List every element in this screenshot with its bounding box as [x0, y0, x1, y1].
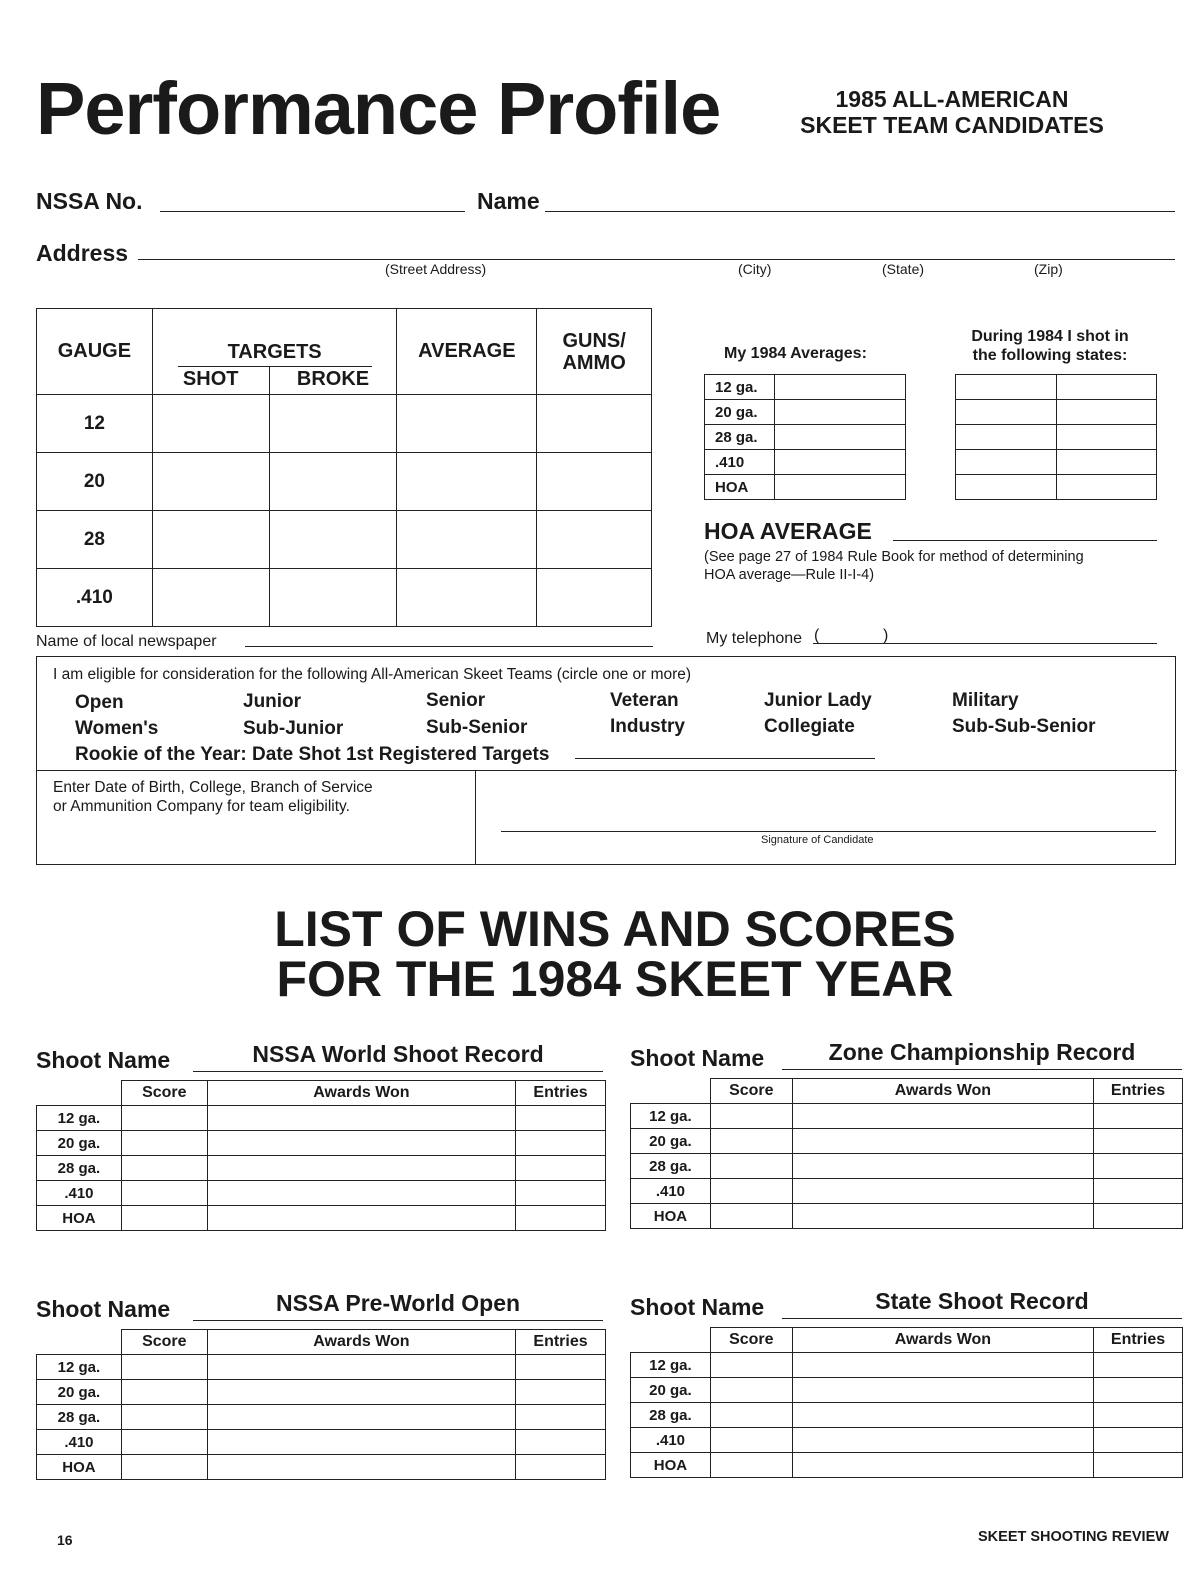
awards-cell[interactable]: [792, 1129, 1093, 1154]
publication-name: SKEET SHOOTING REVIEW: [978, 1529, 1169, 1545]
table-row: [37, 1131, 606, 1156]
table-row: [705, 425, 906, 450]
table-row: [37, 1455, 606, 1480]
col-average: AVERAGE: [397, 309, 537, 395]
row-label: HOA: [37, 1455, 122, 1480]
entries-cell[interactable]: [1094, 1453, 1183, 1478]
team-option-open[interactable]: Open: [75, 692, 124, 713]
row-label: 20 ga.: [37, 1131, 122, 1156]
state-cell[interactable]: [956, 475, 1057, 500]
entries-cell[interactable]: [1094, 1129, 1183, 1154]
states-table: [955, 374, 1157, 500]
awards-cell[interactable]: [207, 1106, 515, 1131]
corner-cell: [631, 1328, 711, 1353]
eligibility-box: [36, 656, 1176, 865]
score-cell[interactable]: [121, 1455, 207, 1480]
table-row: [37, 1106, 606, 1131]
avg-row-value[interactable]: [774, 475, 905, 500]
shoot-name-value[interactable]: State Shoot Record: [875, 1288, 1089, 1314]
awards-cell[interactable]: [207, 1455, 515, 1480]
gauge-cell: 12: [37, 395, 153, 453]
score-cell[interactable]: [121, 1156, 207, 1181]
entries-cell[interactable]: [516, 1181, 606, 1206]
entries-cell[interactable]: [516, 1455, 606, 1480]
awards-cell[interactable]: [792, 1154, 1093, 1179]
shot-cell[interactable]: [152, 569, 269, 627]
awards-cell[interactable]: [207, 1405, 515, 1430]
table-row: [705, 475, 906, 500]
col-score: Score: [710, 1079, 792, 1104]
entries-cell[interactable]: [516, 1131, 606, 1156]
shoot-name-label: Shoot Name: [36, 1047, 171, 1073]
awards-cell[interactable]: [207, 1380, 515, 1405]
eligibility-intro: I am eligible for consideration for the following All-American Skeet Teams (circle one or more): [53, 666, 692, 683]
shoot-name-label: Shoot Name: [630, 1045, 765, 1071]
table-row: [37, 395, 652, 453]
col-awards: Awards Won: [207, 1081, 515, 1106]
name-field[interactable]: [545, 211, 1175, 212]
table-row: [705, 375, 906, 400]
newspaper-label: Name of local newspaper: [36, 633, 217, 650]
shot-cell[interactable]: [152, 395, 269, 453]
entries-cell[interactable]: [516, 1430, 606, 1455]
average-cell[interactable]: [397, 511, 537, 569]
avg-row-value[interactable]: [774, 450, 905, 475]
hoa-note-line-1: (See page 27 of 1984 Rule Book for method of determining: [704, 549, 1084, 565]
rookie-of-the-year-label: Rookie of the Year: Date Shot 1st Registered Targets: [75, 744, 550, 765]
col-gauge: GAUGE: [37, 309, 153, 395]
guns-cell[interactable]: [537, 569, 652, 627]
score-cell[interactable]: [710, 1204, 792, 1229]
entries-cell[interactable]: [1094, 1378, 1183, 1403]
col-score: Score: [121, 1330, 207, 1355]
table-row: [37, 1405, 606, 1430]
ammo-heading: AMMO: [562, 351, 626, 374]
col-targets: [152, 309, 397, 367]
row-label: 20 ga.: [37, 1380, 122, 1405]
team-option-military[interactable]: Military: [952, 690, 1019, 711]
dob-instructions-line-1: Enter Date of Birth, College, Branch of Service: [53, 779, 373, 796]
row-label: 28 ga.: [631, 1154, 711, 1179]
score-cell[interactable]: [121, 1106, 207, 1131]
broke-cell[interactable]: [269, 511, 397, 569]
row-label: 12 ga.: [631, 1104, 711, 1129]
subtitle-line-1: 1985 ALL-AMERICAN: [835, 86, 1069, 112]
average-cell[interactable]: [397, 569, 537, 627]
awards-cell[interactable]: [792, 1179, 1093, 1204]
score-cell[interactable]: [710, 1378, 792, 1403]
table-row: [37, 1355, 606, 1380]
col-entries: Entries: [516, 1081, 606, 1106]
score-cell[interactable]: [710, 1428, 792, 1453]
state-cell[interactable]: [956, 425, 1057, 450]
table-row: [631, 1428, 1183, 1453]
score-cell[interactable]: [710, 1104, 792, 1129]
table-row: [631, 1129, 1183, 1154]
team-option-industry[interactable]: Industry: [610, 716, 685, 737]
corner-cell: [631, 1079, 711, 1104]
table-row: [631, 1353, 1183, 1378]
city-hint: (City): [738, 261, 772, 277]
entries-cell[interactable]: [516, 1380, 606, 1405]
row-label: 20 ga.: [631, 1378, 711, 1403]
score-cell[interactable]: [710, 1129, 792, 1154]
zip-hint: (Zip): [1034, 261, 1063, 277]
telephone-paren-open: (: [814, 627, 820, 644]
dob-instructions-line-2: or Ammunition Company for team eligibility.: [53, 798, 350, 815]
state-cell[interactable]: [956, 375, 1057, 400]
state-cell[interactable]: [1056, 425, 1157, 450]
col-broke: BROKE: [269, 367, 397, 395]
entries-cell[interactable]: [516, 1156, 606, 1181]
team-option-sub-sub-senior[interactable]: Sub-Sub-Senior: [952, 716, 1096, 737]
entries-cell[interactable]: [516, 1106, 606, 1131]
corner-cell: [37, 1330, 122, 1355]
awards-cell[interactable]: [792, 1353, 1093, 1378]
table-row: [631, 1403, 1183, 1428]
avg-row-value[interactable]: [774, 425, 905, 450]
entries-cell[interactable]: [1094, 1204, 1183, 1229]
shoot-name-value[interactable]: NSSA World Shoot Record: [252, 1041, 544, 1067]
row-label: 20 ga.: [631, 1129, 711, 1154]
awards-cell[interactable]: [792, 1378, 1093, 1403]
team-option-womens[interactable]: Women's: [75, 718, 159, 739]
state-hint: (State): [882, 261, 925, 277]
score-cell[interactable]: [121, 1206, 207, 1231]
states-heading-line-1: During 1984 I shot in: [971, 328, 1129, 345]
team-option-sub-senior[interactable]: Sub-Senior: [426, 717, 528, 738]
shot-cell[interactable]: [152, 511, 269, 569]
team-option-junior-lady[interactable]: Junior Lady: [764, 690, 872, 711]
address-field[interactable]: [138, 259, 1175, 260]
col-awards: Awards Won: [792, 1079, 1093, 1104]
table-row: [631, 1179, 1183, 1204]
shoot-name-value[interactable]: Zone Championship Record: [828, 1039, 1136, 1065]
col-shot: SHOT: [152, 367, 269, 395]
table-row: [37, 569, 652, 627]
nssa-number-field[interactable]: [160, 211, 465, 212]
corner-cell: [37, 1081, 122, 1106]
page-title: Performance Profile: [36, 67, 721, 150]
score-cell[interactable]: [710, 1179, 792, 1204]
avg-row-value[interactable]: [774, 375, 905, 400]
entries-cell[interactable]: [1094, 1154, 1183, 1179]
avg-row-label: HOA: [705, 475, 775, 500]
avg-row-value[interactable]: [774, 400, 905, 425]
gauge-cell: 28: [37, 511, 153, 569]
row-label: .410: [631, 1428, 711, 1453]
table-row: [631, 1104, 1183, 1129]
score-cell[interactable]: [121, 1405, 207, 1430]
score-cell[interactable]: [121, 1380, 207, 1405]
broke-cell[interactable]: [269, 569, 397, 627]
awards-cell[interactable]: [207, 1430, 515, 1455]
table-row: [37, 1430, 606, 1455]
table-row: [37, 1206, 606, 1231]
row-label: 28 ga.: [631, 1403, 711, 1428]
dob-instructions: [53, 778, 373, 816]
col-score: Score: [710, 1328, 792, 1353]
address-label: Address: [36, 240, 129, 266]
awards-cell[interactable]: [207, 1181, 515, 1206]
targets-heading: TARGETS: [178, 341, 372, 367]
team-option-junior[interactable]: Junior: [243, 691, 302, 712]
col-score: Score: [121, 1081, 207, 1106]
state-cell[interactable]: [1056, 450, 1157, 475]
states-heading: [940, 327, 1160, 365]
hoa-average-field[interactable]: [893, 540, 1157, 541]
row-label: HOA: [631, 1204, 711, 1229]
table-row: [37, 511, 652, 569]
record-table: [36, 1080, 606, 1231]
eligibility-divider: [37, 770, 1177, 771]
entries-cell[interactable]: [1094, 1353, 1183, 1378]
score-cell[interactable]: [121, 1430, 207, 1455]
telephone-label: My telephone: [706, 630, 803, 647]
list-title-line-2: FOR THE 1984 SKEET YEAR: [276, 951, 954, 1007]
awards-cell[interactable]: [207, 1156, 515, 1181]
average-cell[interactable]: [397, 453, 537, 511]
shot-cell[interactable]: [152, 453, 269, 511]
state-cell[interactable]: [1056, 375, 1157, 400]
entries-cell[interactable]: [1094, 1179, 1183, 1204]
states-heading-line-2: the following states:: [972, 347, 1128, 364]
avg-row-label: 20 ga.: [705, 400, 775, 425]
awards-cell[interactable]: [792, 1428, 1093, 1453]
row-label: 12 ga.: [37, 1355, 122, 1380]
list-title: [200, 901, 1030, 1007]
team-option-collegiate[interactable]: Collegiate: [764, 716, 855, 737]
awards-cell[interactable]: [792, 1104, 1093, 1129]
col-awards: Awards Won: [207, 1330, 515, 1355]
street-address-hint: (Street Address): [385, 261, 487, 277]
guns-cell[interactable]: [537, 453, 652, 511]
hoa-note-line-2: HOA average—Rule II-I-4): [704, 567, 875, 583]
awards-cell[interactable]: [792, 1204, 1093, 1229]
table-row: [705, 400, 906, 425]
shoot-name-line: [782, 1069, 1182, 1070]
row-label: 28 ga.: [37, 1405, 122, 1430]
team-option-veteran[interactable]: Veteran: [610, 690, 679, 711]
averages-table: [704, 374, 906, 500]
shoot-name-label: Shoot Name: [630, 1294, 765, 1320]
gauge-targets-table: [36, 308, 652, 627]
hoa-note: [704, 548, 1084, 584]
row-label: 12 ga.: [631, 1353, 711, 1378]
telephone-paren-close: ): [883, 627, 889, 644]
team-option-senior[interactable]: Senior: [426, 690, 486, 711]
record-table: [630, 1327, 1183, 1478]
table-row: [705, 450, 906, 475]
col-awards: Awards Won: [792, 1328, 1093, 1353]
entries-cell[interactable]: [516, 1405, 606, 1430]
row-label: .410: [37, 1181, 122, 1206]
record-table: [36, 1329, 606, 1480]
awards-cell[interactable]: [792, 1453, 1093, 1478]
list-title-line-1: LIST OF WINS AND SCORES: [274, 901, 956, 957]
entries-cell[interactable]: [1094, 1428, 1183, 1453]
table-row: [631, 1204, 1183, 1229]
score-cell[interactable]: [121, 1181, 207, 1206]
avg-row-label: .410: [705, 450, 775, 475]
shoot-name-line: [782, 1318, 1182, 1319]
row-label: .410: [37, 1430, 122, 1455]
score-cell[interactable]: [710, 1353, 792, 1378]
shoot-name-label: Shoot Name: [36, 1296, 171, 1322]
avg-row-label: 28 ga.: [705, 425, 775, 450]
table-row: [37, 1156, 606, 1181]
entries-cell[interactable]: [516, 1206, 606, 1231]
page-number: 16: [57, 1532, 73, 1548]
awards-cell[interactable]: [792, 1403, 1093, 1428]
shoot-name-value[interactable]: NSSA Pre-World Open: [275, 1290, 521, 1316]
rookie-date-field[interactable]: [575, 758, 875, 759]
subtitle-line-2: SKEET TEAM CANDIDATES: [800, 112, 1104, 138]
average-cell[interactable]: [397, 395, 537, 453]
guns-cell[interactable]: [537, 511, 652, 569]
team-option-sub-junior[interactable]: Sub-Junior: [243, 718, 344, 739]
nssa-number-label: NSSA No.: [36, 188, 143, 214]
row-label: 28 ga.: [37, 1156, 122, 1181]
entries-cell[interactable]: [1094, 1403, 1183, 1428]
averages-heading: My 1984 Averages:: [724, 345, 867, 362]
score-cell[interactable]: [121, 1355, 207, 1380]
score-cell[interactable]: [710, 1453, 792, 1478]
gauge-cell: .410: [37, 569, 153, 627]
col-entries: Entries: [1094, 1328, 1183, 1353]
entries-cell[interactable]: [516, 1355, 606, 1380]
broke-cell[interactable]: [269, 453, 397, 511]
guns-cell[interactable]: [537, 395, 652, 453]
awards-cell[interactable]: [207, 1131, 515, 1156]
row-label: HOA: [37, 1206, 122, 1231]
avg-row-label: 12 ga.: [705, 375, 775, 400]
table-row: [37, 453, 652, 511]
telephone-field[interactable]: [813, 643, 1157, 644]
table-row: [37, 1181, 606, 1206]
table-row: [631, 1453, 1183, 1478]
awards-cell[interactable]: [207, 1355, 515, 1380]
row-label: .410: [631, 1179, 711, 1204]
page-subtitle: [782, 86, 1122, 138]
entries-cell[interactable]: [1094, 1104, 1183, 1129]
hoa-average-label: HOA AVERAGE: [704, 518, 872, 544]
name-label: Name: [477, 188, 540, 214]
state-cell[interactable]: [956, 450, 1057, 475]
row-label: HOA: [631, 1453, 711, 1478]
row-label: 12 ga.: [37, 1106, 122, 1131]
shoot-name-line: [193, 1071, 603, 1072]
score-cell[interactable]: [710, 1154, 792, 1179]
signature-field[interactable]: [501, 831, 1156, 832]
newspaper-field[interactable]: [245, 646, 653, 647]
state-cell[interactable]: [1056, 400, 1157, 425]
state-cell[interactable]: [1056, 475, 1157, 500]
awards-cell[interactable]: [207, 1206, 515, 1231]
col-entries: Entries: [516, 1330, 606, 1355]
record-table: [630, 1078, 1183, 1229]
broke-cell[interactable]: [269, 395, 397, 453]
table-row: [37, 1380, 606, 1405]
shoot-name-line: [193, 1320, 603, 1321]
table-row: [631, 1154, 1183, 1179]
gauge-cell: 20: [37, 453, 153, 511]
col-guns-ammo: [537, 309, 652, 395]
score-cell[interactable]: [121, 1131, 207, 1156]
guns-heading: GUNS/: [562, 329, 626, 352]
col-entries: Entries: [1094, 1079, 1183, 1104]
eligibility-vertical-divider: [475, 770, 476, 864]
signature-label: Signature of Candidate: [761, 834, 874, 846]
state-cell[interactable]: [956, 400, 1057, 425]
score-cell[interactable]: [710, 1403, 792, 1428]
table-row: [631, 1378, 1183, 1403]
